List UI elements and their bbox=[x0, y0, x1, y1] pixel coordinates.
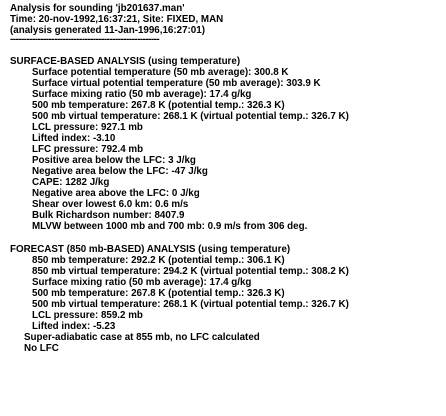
forecast-item: Super-adiabatic case at 855 mb, no LFC calculated bbox=[24, 332, 260, 343]
surface-item: Surface mixing ratio (50 mb average): 17.4 g/kg bbox=[32, 89, 252, 100]
forecast-item: 500 mb temperature: 267.8 K (potential temp.: 326.3 K) bbox=[32, 288, 285, 299]
surface-item: Bulk Richardson number: 8407.9 bbox=[32, 210, 185, 221]
surface-item: MLVW between 1000 mb and 700 mb: 0.9 m/s from 306 deg. bbox=[32, 221, 308, 232]
report-time-site: Time: 20-nov-1992,16:37:21, Site: FIXED, MAN bbox=[10, 14, 224, 25]
surface-item: 500 mb temperature: 267.8 K (potential temp.: 326.3 K) bbox=[32, 100, 285, 111]
forecast-item: 850 mb temperature: 292.2 K (potential temp.: 306.1 K) bbox=[32, 255, 285, 266]
report-separator: ------------------------------------------------------ bbox=[10, 34, 160, 45]
surface-item: CAPE: 1282 J/kg bbox=[32, 177, 110, 188]
surface-section-title: SURFACE-BASED ANALYSIS (using temperature) bbox=[10, 56, 241, 67]
surface-item: Surface potential temperature (50 mb average): 300.8 K bbox=[32, 67, 289, 78]
spacer bbox=[10, 232, 444, 244]
report-generated: (analysis generated 11-Jan-1996,16:27:01) bbox=[10, 25, 205, 36]
surface-item: Negative area below the LFC: -47 J/kg bbox=[32, 166, 208, 177]
surface-item: LFC pressure: 792.4 mb bbox=[32, 144, 144, 155]
surface-item: Negative area above the LFC: 0 J/kg bbox=[32, 188, 200, 199]
report-title: Analysis for sounding 'jb201637.man' bbox=[10, 3, 185, 14]
forecast-item: 850 mb virtual temperature: 294.2 K (virtual potential temp.: 308.2 K) bbox=[32, 266, 349, 277]
spacer bbox=[10, 44, 444, 56]
surface-item: Lifted index: -3.10 bbox=[32, 133, 116, 144]
forecast-item: 500 mb virtual temperature: 268.1 K (virtual potential temp.: 326.7 K) bbox=[32, 299, 349, 310]
forecast-item: Surface mixing ratio (50 mb average): 17.4 g/kg bbox=[32, 277, 252, 288]
forecast-section-title: FORECAST (850 mb-BASED) ANALYSIS (using temperature) bbox=[10, 244, 291, 255]
forecast-item: No LFC bbox=[24, 343, 59, 354]
surface-item: LCL pressure: 927.1 mb bbox=[32, 122, 143, 133]
forecast-items bbox=[10, 255, 444, 354]
forecast-item: Lifted index: -5.23 bbox=[32, 321, 116, 332]
surface-items bbox=[10, 67, 444, 232]
surface-item: 500 mb virtual temperature: 268.1 K (virtual potential temp.: 326.7 K) bbox=[32, 111, 349, 122]
surface-item: Positive area below the LFC: 3 J/kg bbox=[32, 155, 196, 166]
surface-item: Shear over lowest 6.0 km: 0.6 m/s bbox=[32, 199, 189, 210]
forecast-item: LCL pressure: 859.2 mb bbox=[32, 310, 143, 321]
surface-item: Surface virtual potential temperature (50 mb average): 303.9 K bbox=[32, 78, 321, 89]
sounding-analysis-report bbox=[10, 3, 444, 354]
